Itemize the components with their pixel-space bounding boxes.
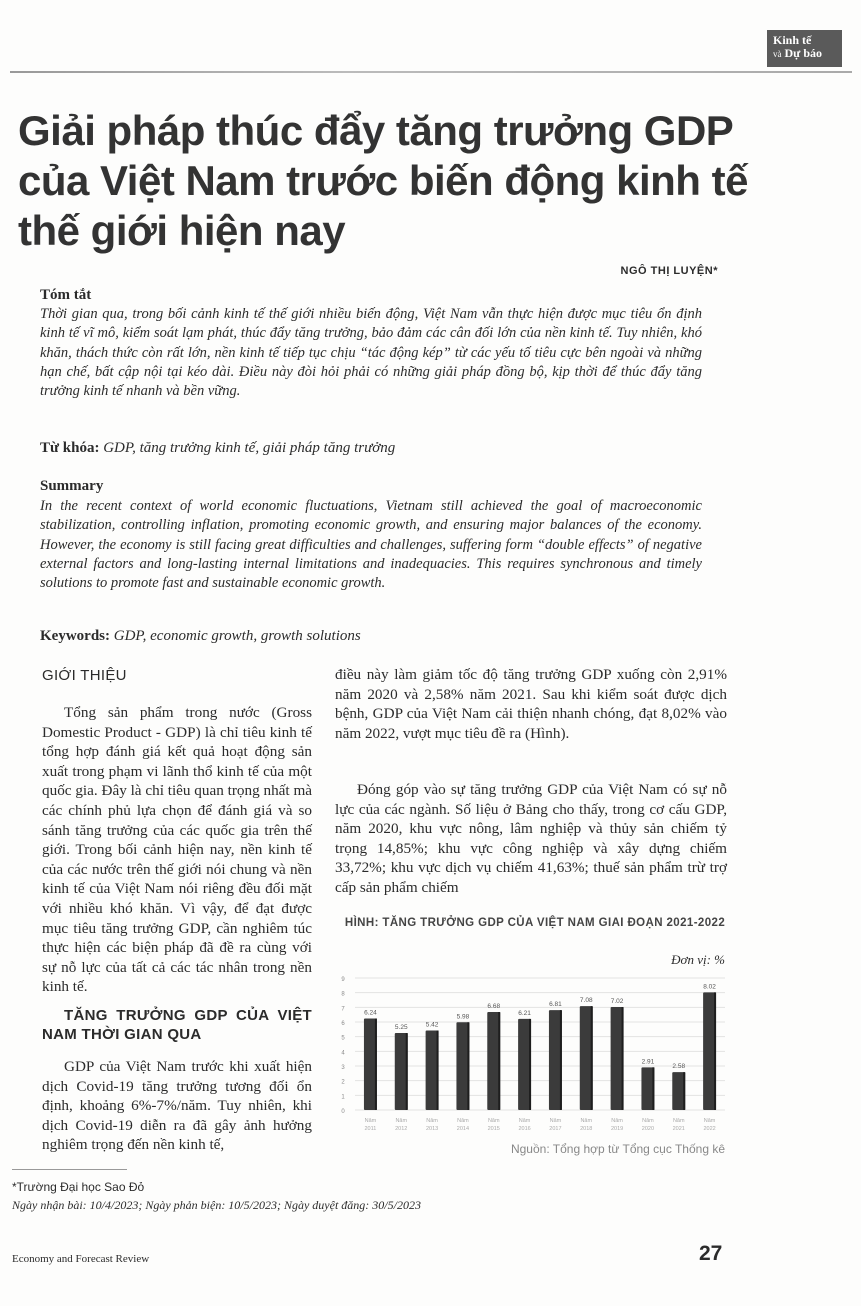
- keywords-en-label: Keywords:: [40, 628, 110, 644]
- x-tick-label-year: 2020: [641, 1126, 655, 1132]
- x-tick-label-word: Năm: [457, 1118, 469, 1124]
- bar-shade: [375, 1018, 377, 1110]
- affiliation-footnote: *Trường Đại học Sao Đỏ: [12, 1180, 145, 1194]
- chart-source: Nguồn: Tổng hợp từ Tổng cục Thống kê: [510, 1142, 725, 1156]
- data-label: 7.08: [579, 997, 593, 1005]
- data-label: 6.81: [549, 1001, 562, 1009]
- gdp-bar-chart: [335, 970, 730, 1140]
- x-tick-label-word: Năm: [672, 1118, 685, 1124]
- y-tick-label: 4: [341, 1050, 345, 1057]
- x-tick-label-year: 2018: [580, 1126, 593, 1132]
- intro-paragraph: Tổng sản phẩm trong nước (Gross Domestic Product - GDP) là chỉ tiêu kinh tế tổng hợp đánh giá kết quả hoạt động sản xuất trong phạm vi lãnh thổ kinh tế của một quốc gia. Đây là chỉ tiêu quan trọng nhất mà các chính phủ lựa chọn để đánh giá và so sánh tăng trưởng của các quốc gia trên thế giới. Trong bối cảnh hiện nay, nền kinh tế của các nước trên thế giới nói chung và nền kinh tế của Việt Nam nói riêng đều đối mặt với nhiều khó khăn. Vì vậy, để đạt được mục tiêu tăng trưởng GDP, cần nghiêm túc thực hiện các biện pháp đã đề ra cùng với sự nỗ lực của tất cả các tác nhân trong nền kinh tế.: [42, 704, 312, 996]
- x-tick-label-year: 2015: [487, 1126, 500, 1132]
- x-tick-label-year: 2014: [456, 1126, 470, 1132]
- gdp-paragraph-1-continued: điều này làm giảm tốc độ tăng trưởng GDP xuống còn 2,91% năm 2020 và 2,58% năm 2021. Sau khi kiểm soát được dịch bệnh, GDP của Việt Nam cải thiện nhanh chóng, đạt 8,02% vào năm 2022, vượt mục tiêu đề ra (Hình).: [335, 666, 727, 742]
- x-tick-label-year: 2012: [395, 1126, 408, 1132]
- x-tick-label-year: 2017: [549, 1126, 562, 1132]
- y-tick-label: 5: [341, 1035, 345, 1042]
- keywords-en-text: GDP, economic growth, growth solutions: [113, 628, 361, 644]
- bar-shade: [622, 1007, 624, 1110]
- page-number: 27: [699, 1242, 723, 1265]
- x-tick-label-year: 2011: [364, 1126, 377, 1132]
- x-tick-label-year: 2016: [518, 1126, 531, 1132]
- y-tick-label: 7: [341, 1006, 345, 1013]
- data-label: 6.21: [518, 1009, 531, 1017]
- journal-logo: [767, 30, 842, 67]
- bar-shade: [529, 1019, 531, 1110]
- bar-shade: [652, 1067, 654, 1110]
- chart-title: HÌNH: TĂNG TRƯỞNG GDP CỦA VIỆT NAM GIAI ĐOẠN 2021-2022: [344, 917, 726, 929]
- gdp-paragraph-1: GDP của Việt Nam trước khi xuất hiện dịch Covid-19 tăng trưởng tương đối ổn định, khoảng 6%-7%/năm. Tuy nhiên, khi dịch Covid-19 diễn ra đã gây ảnh hưởng nghiêm trọng đến nền kinh tế,: [42, 1058, 312, 1154]
- abstract-vi-heading: Tóm tắt: [40, 287, 92, 303]
- y-tick-label: 9: [341, 977, 345, 983]
- abstract-vi: Thời gian qua, trong bối cảnh kinh tế thế giới nhiều biến động, Việt Nam vẫn thực hiện được mục tiêu ổn định kinh tế vĩ mô, kiểm soát lạm phát, thúc đẩy tăng trưởng, bảo đảm các cân đối lớn của nền kinh tế. Tuy nhiên, khó khăn, thách thức còn rất lớn, nền kinh tế tiếp tục chịu “tác động kép” từ các yếu tố tiêu cực bên ngoài và những hạn chế, bất cập nội tại kéo dài. Điều này đòi hỏi phải có những giải pháp đồng bộ, kịp thời để thúc đẩy tăng trưởng kinh tế nhanh và bền vững.: [40, 306, 702, 400]
- abstract-en: In the recent context of world economic fluctuations, Vietnam still achieved the goal of macroeconomic stabilization, controlling inflation, promoting economic growth, and ensuring major balances of the economy. However, the economy is still facing great difficulties and challenges, suffering form “double effects” of negative external factors and long-lasting internal limitations and inadequacies. This requires synchronous and timely solutions to promote fast and sustainable economic growth.: [40, 498, 702, 592]
- x-tick-label-word: Năm: [426, 1118, 438, 1124]
- x-tick-label-word: Năm: [580, 1118, 593, 1124]
- x-tick-label-word: Năm: [487, 1118, 500, 1124]
- x-tick-label-word: Năm: [549, 1118, 562, 1124]
- x-tick-label-year: 2021: [672, 1126, 685, 1132]
- keywords-vi: [40, 440, 395, 457]
- y-tick-label: 8: [341, 991, 345, 998]
- bar-shade: [437, 1031, 439, 1110]
- y-tick-label: 2: [341, 1079, 345, 1086]
- data-label: 6.68: [487, 1003, 501, 1011]
- x-tick-label-year: 2022: [703, 1126, 716, 1132]
- logo-line1: Kinh tế: [773, 33, 812, 47]
- x-tick-label-word: Năm: [518, 1118, 531, 1124]
- section-heading-gdp-growth: TĂNG TRƯỞNG GDP CỦA VIỆT NAM THỜI GIAN QUA: [42, 1007, 312, 1043]
- bar-shade: [498, 1012, 500, 1110]
- y-tick-label: 6: [341, 1021, 345, 1027]
- article-title: Giải pháp thúc đẩy tăng trưởng GDP của Việt Nam trước biến động kinh tế thế giới hiện nay: [18, 107, 748, 254]
- keywords-vi-label: Từ khóa:: [40, 440, 100, 456]
- journal-name: Economy and Forecast Review: [12, 1253, 150, 1265]
- data-label: 6.24: [364, 1009, 377, 1017]
- x-tick-label-word: Năm: [364, 1118, 377, 1124]
- keywords-en: [40, 628, 361, 645]
- logo-line2: Dự báo: [784, 46, 823, 60]
- chart-unit: Đơn vị: %: [671, 952, 725, 967]
- y-tick-label: 3: [341, 1065, 345, 1071]
- data-label: 5.42: [425, 1021, 439, 1029]
- y-tick-label: 1: [341, 1094, 345, 1101]
- data-label: 8.02: [703, 983, 716, 991]
- data-label: 2.91: [641, 1058, 655, 1066]
- bar-shade: [406, 1033, 408, 1110]
- bar-shade: [467, 1022, 469, 1110]
- y-tick-label: 0: [341, 1109, 345, 1115]
- data-label: 5.25: [394, 1024, 408, 1031]
- bar-shade: [560, 1010, 562, 1110]
- data-label: 2.58: [672, 1063, 686, 1071]
- data-label: 5.98: [456, 1013, 470, 1021]
- x-tick-label-word: Năm: [703, 1118, 716, 1124]
- x-tick-label-word: Năm: [642, 1118, 654, 1124]
- abstract-en-heading: Summary: [40, 478, 104, 494]
- data-label: 7.02: [610, 998, 624, 1006]
- x-tick-label-word: Năm: [395, 1118, 408, 1124]
- keywords-vi-text: GDP, tăng trưởng kinh tế, giải pháp tăng trưởng: [103, 440, 396, 456]
- logo-line2-small: và: [773, 49, 782, 59]
- article-dates: Ngày nhận bài: 10/4/2023; Ngày phản biện: 10/5/2023; Ngày duyệt đăng: 30/5/2023: [12, 1198, 421, 1212]
- author: NGÔ THỊ LUYỆN*: [620, 265, 718, 277]
- bar-shade: [591, 1006, 593, 1110]
- x-tick-label-year: 2013: [425, 1126, 439, 1132]
- section-heading-intro: GIỚI THIỆU: [42, 667, 127, 684]
- x-tick-label-year: 2019: [610, 1126, 624, 1132]
- bar-shade: [714, 992, 716, 1110]
- footnote-rule: [12, 1169, 127, 1170]
- gdp-paragraph-2: Đóng góp vào sự tăng trưởng GDP của Việt Nam có sự nỗ lực của các ngành. Số liệu ở Bảng cho thấy, trong cơ cấu GDP, năm 2020, khu vực nông, lâm nghiệp và thủy sản chiếm tỷ trọng 14,85%; khu vực công nghiệp và xây dựng chiếm 33,72%; khu vực dịch vụ chiếm 41,63%; thuế sản phẩm trừ trợ cấp sản phẩm chiếm: [335, 781, 727, 896]
- x-tick-label-word: Năm: [611, 1118, 623, 1124]
- header-rule: [10, 71, 852, 73]
- bar-shade: [683, 1072, 685, 1110]
